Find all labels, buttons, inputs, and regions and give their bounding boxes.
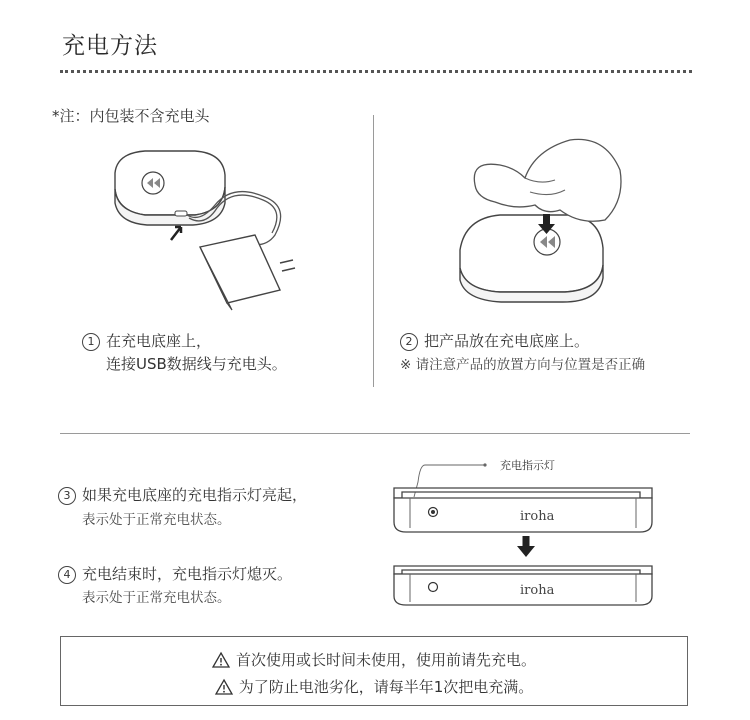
step-1-number: 1: [82, 333, 100, 351]
base-side-view-light-off: [390, 542, 665, 607]
place-product-illustration: [455, 130, 635, 305]
step-4-line1: 充电结束时，充电指示灯熄灭。: [82, 565, 293, 583]
step-3-line2: 表示处于正常充电状态。: [82, 512, 231, 528]
warning-text-2: 为了防止电池劣化，请每半年1次把电充满。: [238, 678, 534, 696]
packaging-note: *注：内包装不含充电头: [52, 107, 210, 125]
step-4-line2: 表示处于正常充电状态。: [82, 590, 231, 606]
column-divider: [373, 115, 374, 387]
page-title: 充电方法: [62, 33, 158, 59]
warning-line-1: [61, 649, 687, 670]
step-4-text: [58, 563, 292, 585]
warning-text-1: 首次使用或长时间未使用，使用前请先充电。: [235, 651, 536, 669]
brand-logo-2: iroha: [520, 583, 555, 598]
step-2-line2: ※ 请注意产品的放置方向与位置是否正确: [400, 357, 646, 373]
step-2-number: 2: [400, 333, 418, 351]
warning-icon: [212, 652, 230, 668]
step-3-line1: 如果充电底座的充电指示灯亮起，: [82, 486, 308, 504]
indicator-light-label: 充电指示灯: [500, 459, 555, 472]
charging-base-adapter-illustration: [105, 145, 305, 315]
step-1-line2: 连接USB数据线与充电头。: [106, 355, 287, 373]
brand-logo-1: iroha: [520, 509, 555, 524]
warning-icon: [215, 679, 233, 695]
step-4-number: 4: [58, 566, 76, 584]
step-2-text: [400, 330, 589, 352]
step-1-text: [82, 330, 211, 352]
warning-line-2: [61, 676, 687, 697]
warning-box: [60, 636, 688, 706]
step-1-line1: 在充电底座上，: [106, 332, 212, 350]
dotted-divider: [60, 70, 692, 73]
section-divider: [60, 433, 690, 434]
base-side-view-light-on: [390, 462, 665, 537]
step-3-text: [58, 484, 307, 506]
step-3-number: 3: [58, 487, 76, 505]
step-2-line1: 把产品放在充电底座上。: [424, 332, 590, 350]
